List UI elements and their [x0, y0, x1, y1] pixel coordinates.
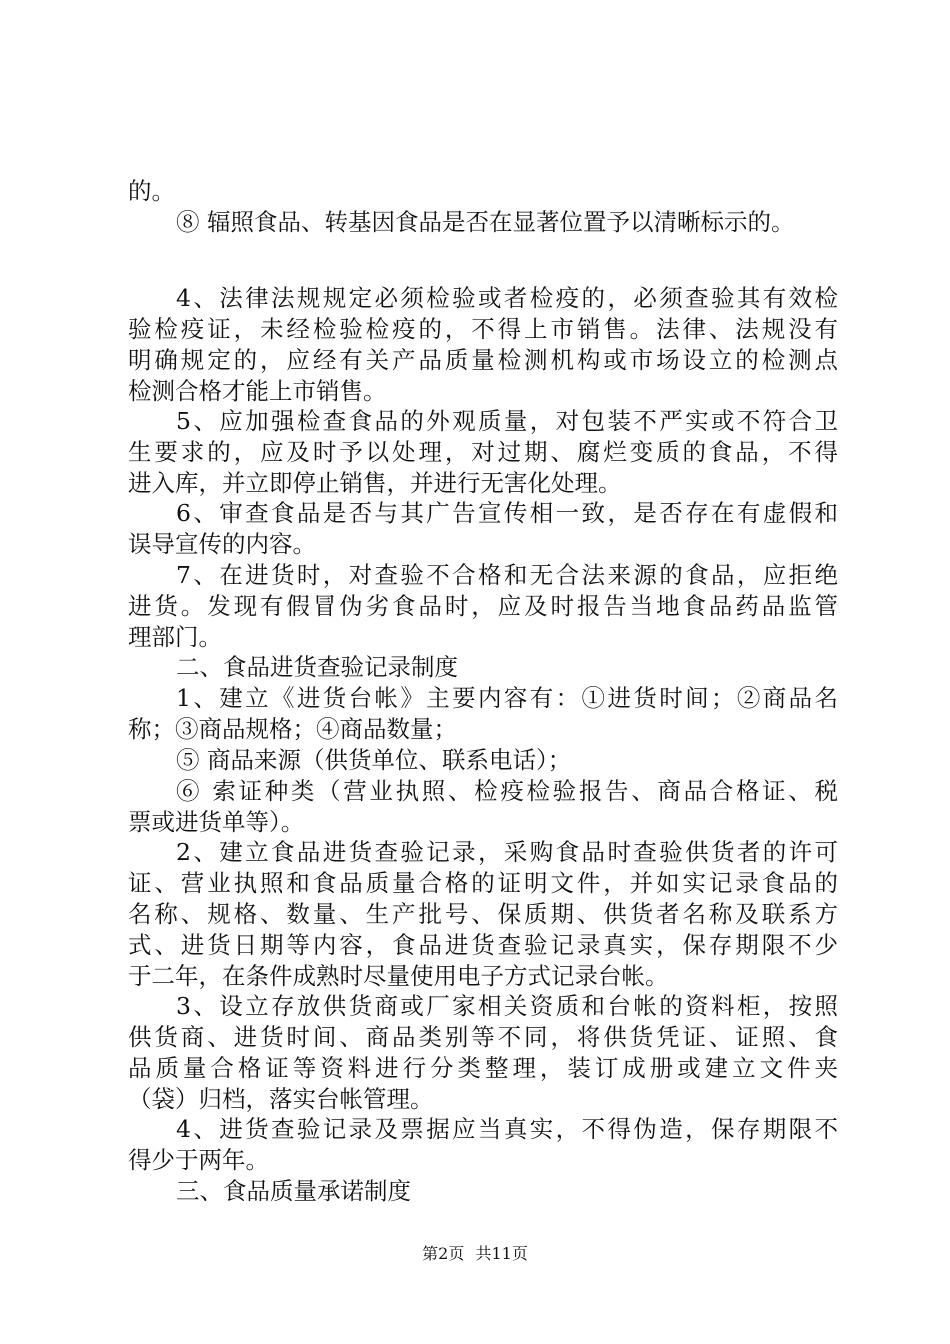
page-total: 共11页 [475, 1244, 528, 1263]
text-line: 验检疫证，未经检验检疫的，不得上市销售。法律、法规没有 [128, 315, 838, 343]
text-line: 2、建立食品进货查验记录，采购食品时查验供货者的许可 [176, 838, 838, 866]
text-line: （袋）归档，落实台帐管理。 [128, 1085, 434, 1113]
text-line: 三、食品质量承诺制度 [176, 1177, 411, 1205]
text-line: ⑤ 商品来源（供货单位、联系电话）； [176, 746, 572, 774]
text-line: 得少于两年。 [128, 1146, 269, 1174]
text-line: 4、进货查验记录及票据应当真实，不得伪造，保存期限不 [176, 1115, 838, 1143]
text-line: 式、进货日期等内容，食品进货查验记录真实，保存期限不少 [128, 931, 838, 959]
text-line: 误导宣传的内容。 [128, 530, 316, 558]
page-number: 第2页 [422, 1244, 465, 1263]
text-line: 检测合格才能上市销售。 [128, 377, 387, 405]
text-line: 生要求的，应及时予以处理，对过期、腐烂变质的食品，不得 [128, 438, 838, 466]
text-line: ⑥ 索证种类（营业执照、检疫检验报告、商品合格证、税 [176, 777, 838, 805]
text-line: 理部门。 [128, 623, 222, 651]
text-line: 4、法律法规规定必须检验或者检疫的，必须查验其有效检 [176, 284, 838, 312]
text-line: 6、审查食品是否与其广告宣传相一致，是否存在有虚假和 [176, 499, 838, 527]
text-line: 二、食品进货查验记录制度 [176, 653, 458, 681]
text-line: 证、营业执照和食品质量合格的证明文件，并如实记录食品的 [128, 869, 838, 897]
text-line: 进货。发现有假冒伪劣食品时，应及时报告当地食品药品监管 [128, 592, 838, 620]
text-line: 1、建立《进货台帐》主要内容有：①进货时间；②商品名 [176, 684, 838, 712]
text-line: 于二年，在条件成熟时尽量使用电子方式记录台帐。 [128, 962, 669, 990]
text-line: 名称、规格、数量、生产批号、保质期、供货者名称及联系方 [128, 900, 838, 928]
text-line: 5、应加强检查食品的外观质量，对包装不严实或不符合卫 [176, 407, 838, 435]
text-line: 3、设立存放供货商或厂家相关资质和台帐的资料柜，按照 [176, 992, 838, 1020]
text-line: 票或进货单等）。 [128, 808, 305, 836]
text-line: 的。 [128, 177, 175, 205]
text-line: 进入库，并立即停止销售，并进行无害化处理。 [128, 469, 622, 497]
text-line: 称；③商品规格；④商品数量； [128, 715, 457, 743]
text-line: 7、在进货时，对查验不合格和无合法来源的食品，应拒绝 [176, 561, 838, 589]
page-footer [0, 1243, 950, 1265]
text-line: 品质量合格证等资料进行分类整理，装订成册或建立文件夹 [128, 1054, 838, 1082]
text-line: 明确规定的，应经有关产品质量检测机构或市场设立的检测点 [128, 346, 838, 374]
text-line: 供货商、进货时间、商品类别等不同，将供货凭证、证照、食 [128, 1023, 838, 1051]
text-line: ⑧ 辐照食品、转基因食品是否在显著位置予以清晰标示的。 [176, 208, 795, 236]
